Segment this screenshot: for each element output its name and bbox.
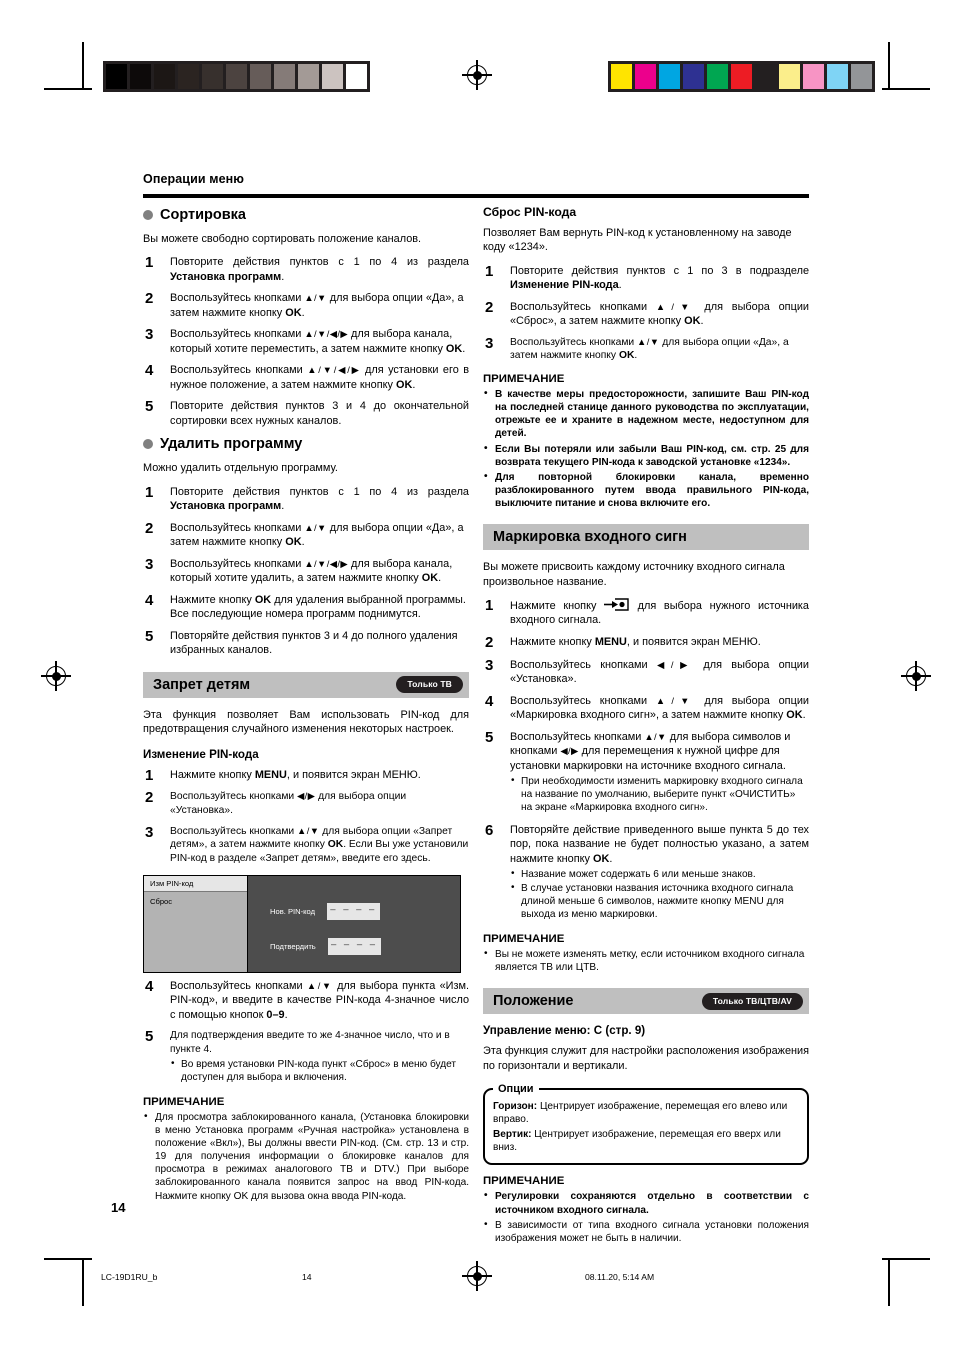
step-text: Воспользуйтесь кнопками ▲/▼ для выбора пункта «Изм. PIN-код», и введите в качестве PIN-кода 4-значное число с помощью кнопок 0–9. (170, 979, 469, 1021)
sort-intro: Вы можете свободно сортировать положение каналов. (143, 233, 422, 245)
note-item: • Регулировки сохраняются отдельно в соответствии с источником входного сигнала. (483, 1190, 809, 1216)
step-number: 2 (485, 633, 494, 651)
dpad-keys-icon: ▲/▼/◀/▶ (307, 364, 361, 376)
option-horizontal: Горизон: Центрирует изображение, перемещая его влево или вправо. (493, 1101, 788, 1126)
step-text: Воспользуйтесь кнопками ▲/▼ для выбора опции «Маркировка входного сигн», а затем нажмите кнопку OK. (510, 694, 809, 722)
input-label-steps (483, 598, 809, 923)
step-number: 1 (145, 766, 154, 784)
step-item (483, 264, 809, 293)
status-badge: Только ТВ (396, 676, 463, 693)
left-column (143, 203, 469, 1205)
step-text: Воспользуйтесь кнопками ▲/▼ для выбора опции «Да», а затем нажмите кнопку OK. (170, 521, 464, 549)
note-title: ПРИМЕЧАНИЕ (143, 1095, 225, 1108)
step-number: 4 (145, 591, 154, 609)
dpad-keys-icon: ▲/▼ (304, 521, 327, 533)
osd-field-label: Подтвердить (270, 941, 316, 951)
step-number: 5 (485, 728, 494, 746)
step-number: 4 (485, 692, 494, 710)
right-column (483, 203, 809, 1247)
dpad-keys-icon: ▲/▼ (637, 335, 660, 347)
dpad-keys-icon: ▲/▼/◀/▶ (304, 328, 348, 340)
note-item: • В зависимости от типа входного сигнала установки положения изображения может не быть в наличии. (483, 1219, 809, 1245)
osd-field-label: Нов. PIN-код (270, 906, 316, 916)
step-number: 6 (485, 821, 494, 839)
osd-menu-item-reset[interactable]: Сброс (150, 896, 173, 906)
step-text: Повторяйте действия пунктов 3 и 4 до полного удаления избранных каналов. (170, 629, 458, 657)
step-item (483, 694, 809, 723)
step-item (483, 300, 809, 329)
step-number: 5 (145, 1028, 154, 1046)
step-number: 3 (145, 326, 154, 344)
dpad-keys-icon: ◀/▶ (297, 790, 316, 802)
page-number: 14 (111, 1200, 126, 1215)
step-text: Воспользуйтесь кнопками ◀/▶ для выбора опции «Установка». (170, 790, 407, 816)
note-list (483, 948, 809, 974)
note-title: ПРИМЕЧАНИЕ (483, 933, 565, 946)
step-number: 1 (145, 483, 154, 501)
dpad-keys-icon: ◀/▶ (560, 745, 579, 757)
step-number: 3 (145, 823, 154, 841)
step-text: Нажмите кнопку для выбора нужного источника входного сигнала. (510, 599, 809, 627)
step-number: 5 (145, 627, 154, 645)
subheading-pin-reset: Сброс PIN-кода (483, 205, 577, 219)
dpad-keys-icon: ▲/▼ (655, 694, 696, 706)
pin-reset-intro: Позволяет Вам вернуть PIN-код к установленному на заводе коду «1234». (483, 227, 792, 254)
step-item (483, 336, 809, 363)
step-sub-bullets (510, 776, 809, 815)
options-legend: Опции (498, 1083, 534, 1096)
step-item (483, 635, 809, 651)
bullet-dot-icon (143, 210, 153, 220)
sub-bullet-item: • При необходимости изменить маркировку входного сигнала на название по умолчанию, выберите пункт «ОЧИСТИТЬ» на экране «Маркировка входного сигн». (510, 776, 809, 815)
header-rule (143, 194, 809, 198)
step-text: Нажмите кнопку MENU, и появится экран МЕНЮ. (170, 768, 421, 781)
change-pin-steps (143, 768, 469, 866)
step-item (143, 825, 469, 866)
step-number: 2 (145, 789, 154, 807)
note-list (483, 388, 809, 510)
step-text: Воспользуйтесь кнопками ▲/▼/◀/▶ для выбора канала, который хотите удалить, а затем нажмите кнопку OK. (170, 557, 453, 585)
dpad-keys-icon: ▲/▼/◀/▶ (304, 557, 348, 569)
step-sub-bullets (510, 869, 809, 922)
section-band-input-label (483, 524, 809, 550)
band-title: Маркировка входного сигн (493, 529, 687, 546)
note-item: • В качестве меры предосторожности, запишите Ваш PIN-код на последней станице данного руководства по эксплуатации, отрежьте ее и храните в надежном месте, недоступном для детей. (483, 388, 809, 440)
step-text: Воспользуйтесь кнопками ▲/▼ для выбора опции «Да», а затем нажмите кнопку OK. (510, 335, 789, 362)
note-title: ПРИМЕЧАНИЕ (483, 373, 565, 386)
menu-navigation-hint: Управление меню: C (стр. 9) (483, 1024, 646, 1038)
step-item (143, 790, 469, 817)
osd-tab-change-pin[interactable]: Изм PIN-код (144, 876, 247, 892)
step-item (143, 1029, 469, 1086)
step-text: Воспользуйтесь кнопками ▲/▼ для выбора опции «Да», а затем нажмите кнопку OK. (170, 292, 464, 319)
note-title: ПРИМЕЧАНИЕ (483, 1175, 565, 1188)
input-label-intro: Вы можете присвоить каждому источнику входного сигнала произвольное название. (483, 561, 785, 588)
delete-steps (143, 485, 469, 658)
sub-bullet-item: • Название может содержать 6 или меньше знаков. (510, 869, 809, 882)
dpad-keys-icon: ◀/▶ (656, 658, 695, 670)
step-text: Повторите действия пунктов с 1 по 4 из раздела Установка программ. (170, 485, 469, 513)
step-text: Воспользуйтесь кнопками ▲/▼/◀/▶ для выбора канала, который хотите переместить, а затем нажмите кнопку OK. (170, 328, 466, 355)
step-number: 1 (485, 262, 494, 280)
step-item (143, 255, 469, 284)
position-intro: Эта функция служит для настройки расположения изображения по горизонтали и вертикали. (483, 1045, 809, 1072)
osd-field-new-pin (270, 903, 380, 920)
step-number: 1 (145, 254, 154, 272)
step-text: Повторяйте действие приведенного выше пункта 5 до тех пор, пока название не будет полностью указано, а затем нажмите кнопку OK. • Название может содержать 6 или меньше знаков. • В случае установки названия источника входного сигнала длиной меньше 6 символов, нажмите кнопку MENU для выхода из меню маркировки. (510, 823, 809, 923)
dpad-keys-icon: ▲/▼ (655, 300, 696, 312)
bullet-dot-icon (143, 439, 153, 449)
note-item: • Если Вы потеряли или забыли Ваш PIN-код, см. стр. 25 для возврата текущего PIN-кода к заводской установке «1234». (483, 443, 809, 469)
step-text: Воспользуйтесь кнопками ▲/▼ для выбора символов и кнопками ◀/▶ для перемещения к нужной цифре для установки маркировки на источнике входного сигнала. • При необходимости изменить маркировку входного сигнала на название по умолчанию, выберите пункт «ОЧИСТИТЬ» на экране «Маркировка входного сигн». (510, 730, 809, 816)
step-text: Воспользуйтесь кнопками ◀/▶ для выбора опции «Установка». (510, 658, 809, 686)
step-item (143, 521, 469, 550)
step-item (143, 327, 469, 356)
note-item: • Для просмотра заблокированного канала, (Установка блокировки в меню Установка программ «Ручная настройка» установлена в положение «Вкл»), Вы должны ввести PIN-код. (См. стр. 13 и стр. 19 для получения информации о блокировке каналов для просмотра в режимах аналогового ТВ и DTV.) При выборе заблокированного канала появится запрос на ввод PIN-кода. Нажмите кнопку OK для вызова окна ввода PIN-кода. (143, 1111, 469, 1203)
osd-field-value[interactable]: – – – – (327, 903, 380, 920)
osd-field-confirm-pin (270, 938, 381, 955)
step-number: 5 (145, 398, 154, 416)
footer-timestamp: 08.11.20, 5:14 AM (585, 1272, 655, 1282)
step-number: 3 (485, 334, 494, 352)
step-number: 3 (145, 555, 154, 573)
step-text: Воспользуйтесь кнопками ▲/▼ для выбора опции «Сброс», а затем нажмите кнопку OK. (510, 300, 809, 328)
band-title: Положение (493, 993, 574, 1010)
option-vertical: Вертик: Центрирует изображение, перемещая его вверх или вниз. (493, 1129, 781, 1154)
step-number: 2 (485, 298, 494, 316)
step-number: 3 (485, 656, 494, 674)
status-badge: Только ТВ/ЦТВ/AV (702, 993, 803, 1010)
step-item (483, 658, 809, 687)
step-item (143, 291, 469, 320)
sub-bullet-item: • В случае установки названия источника входного сигнала длиной меньше 6 символов, нажмите кнопку MENU для выхода из меню маркировки. (510, 883, 809, 922)
step-item (143, 629, 469, 658)
dpad-keys-icon: ▲/▼ (297, 824, 320, 836)
section-heading-delete-label: Удалить программу (160, 436, 303, 453)
delete-intro: Можно удалить отдельную программу. (143, 462, 338, 475)
section-heading-sort-label: Сортировка (160, 207, 246, 223)
step-text: Воспользуйтесь кнопками ▲/▼ для выбора опции «Запрет детям», а затем нажмите кнопку OK. Если Вы уже установили PIN-код в разделе «Запрет детям», введите его здесь. (170, 824, 469, 865)
child-lock-intro: Эта функция позволяет Вам использовать PIN-код для предотвращения случайного изменения некоторых настроек. (143, 708, 469, 736)
running-head: Операции меню (143, 172, 245, 186)
step-item (483, 730, 809, 816)
pin-reset-steps (483, 264, 809, 363)
note-list (143, 1111, 469, 1203)
note-list (483, 1190, 809, 1244)
step-number: 4 (145, 977, 154, 995)
step-text: Нажмите кнопку MENU, и появится экран МЕНЮ. (510, 635, 761, 648)
step-item (143, 363, 469, 392)
step-item (483, 823, 809, 923)
step-sub-bullets (170, 1059, 469, 1085)
step-item (143, 593, 469, 622)
dpad-keys-icon: ▲/▼ (304, 292, 327, 304)
step-text: Повторите действия пунктов 3 и 4 до окончательной сортировки всех нужных каналов. (170, 400, 469, 427)
step-text: Для подтверждения введите то же 4-значное число, что и в пункте 4. • Во время установки PIN-кода пункт «Сброс» в меню будет доступен для выбора и включения. (170, 1029, 469, 1086)
change-pin-steps-2 (143, 979, 469, 1086)
step-text: Повторите действия пунктов с 1 по 3 в подразделе Изменение PIN-кода. (510, 264, 809, 292)
section-heading-sort (143, 207, 469, 223)
section-band-position (483, 988, 809, 1014)
step-number: 2 (145, 290, 154, 308)
step-item (143, 557, 469, 586)
step-item (143, 979, 469, 1023)
sort-steps (143, 255, 469, 428)
step-number: 2 (145, 519, 154, 537)
section-band-child-lock (143, 672, 469, 698)
step-text: Нажмите кнопку OK для удаления выбранной программы. Все последующие номера программ поднимутся. (170, 593, 466, 621)
step-item (483, 598, 809, 628)
step-text: Воспользуйтесь кнопками ▲/▼/◀/▶ для установки его в нужное положение, а затем нажмите кнопку OK. (170, 364, 469, 391)
step-number: 4 (145, 362, 154, 380)
options-box (483, 1083, 809, 1165)
osd-field-value[interactable]: – – – – (328, 938, 381, 955)
note-item: • Для повторной блокировки канала, временно разблокированного путем ввода правильного PIN-кода, выключите питание и снова включите его. (483, 471, 809, 510)
subheading-change-pin: Изменение PIN-кода (143, 747, 259, 761)
dpad-keys-icon: ▲/▼ (644, 730, 667, 742)
osd-screenshot-change-pin (143, 875, 461, 973)
step-item (143, 399, 469, 428)
step-item (143, 768, 469, 784)
footer-file-name: LC-19D1RU_b (101, 1272, 158, 1282)
step-text: Повторите действия пунктов с 1 по 4 из раздела Установка программ. (170, 256, 469, 283)
step-number: 1 (485, 596, 494, 614)
dpad-keys-icon: ▲/▼ (306, 979, 333, 991)
band-title: Запрет детям (153, 676, 251, 693)
sub-bullet-item: • Во время установки PIN-кода пункт «Сброс» в меню будет доступен для выбора и включения. (170, 1059, 469, 1085)
section-heading-delete (143, 436, 469, 452)
osd-sidebar (144, 876, 248, 972)
footer-page-number: 14 (302, 1272, 312, 1282)
note-item: • Вы не можете изменять метку, если источником входного сигнала является ТВ или ЦТВ. (483, 948, 809, 974)
input-source-icon (604, 598, 630, 611)
step-item (143, 485, 469, 514)
osd-main-panel (248, 876, 460, 972)
